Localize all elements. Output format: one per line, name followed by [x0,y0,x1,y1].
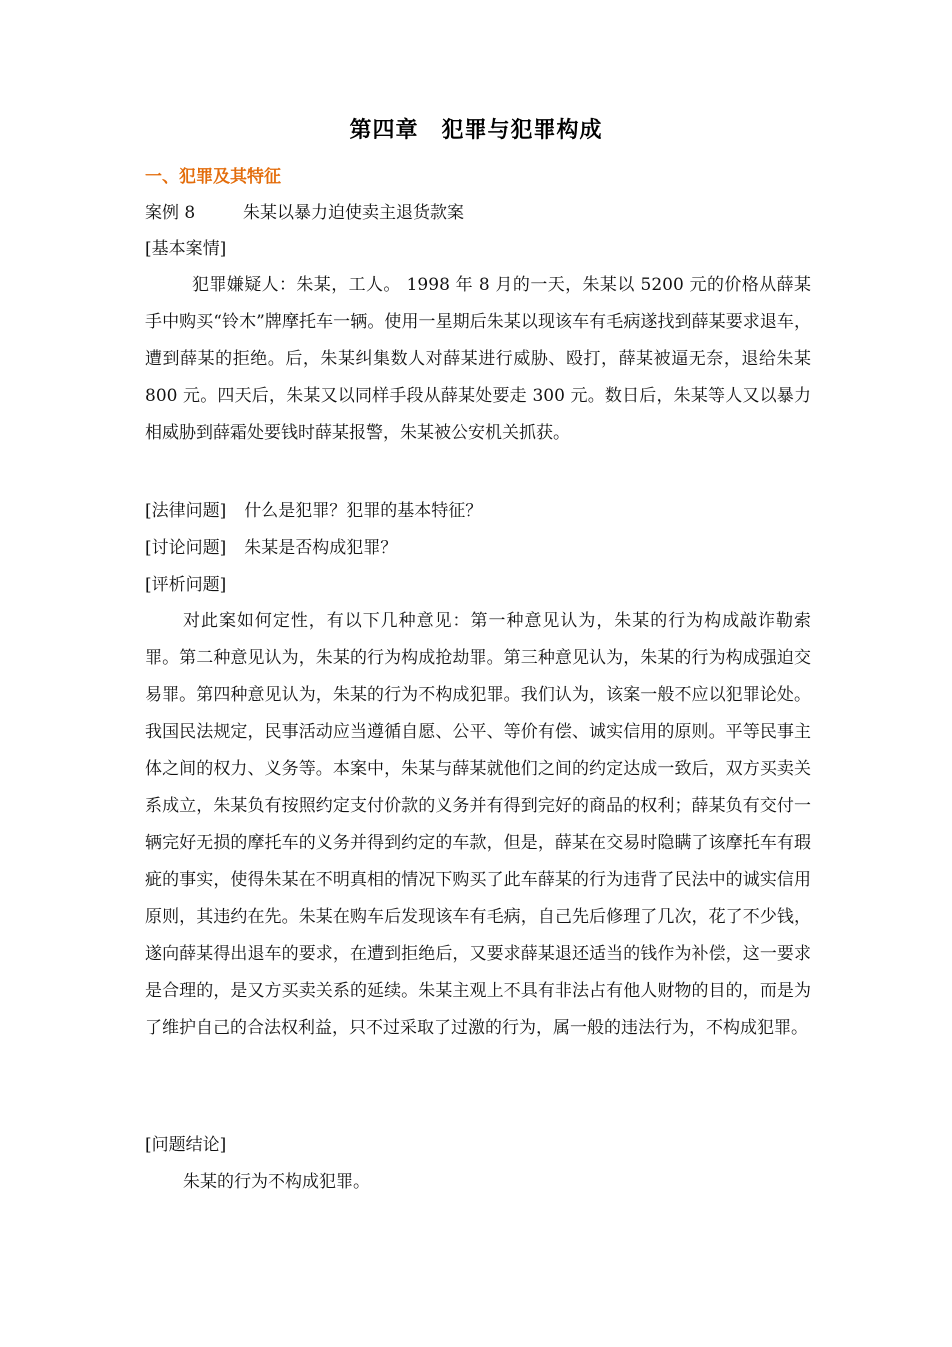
section-heading: 一、犯罪及其特征 [145,167,281,187]
legal-issue-text: 什么是犯罪？犯罪的基本特征？ [244,501,483,521]
legal-issue-row [145,499,482,523]
case-number: 案例 8 [145,203,196,223]
discussion-row [145,536,397,560]
chapter-title: 第四章 犯罪与犯罪构成 [349,117,603,143]
discussion-label: [讨论问题] [145,538,227,558]
discussion-text: 朱某是否构成犯罪？ [244,538,398,558]
basic-facts-text: 犯罪嫌疑人：朱某，工人。 1998 年 8 月的一天，朱某以 5200 元的价格从薛某手中购买“铃木”牌摩托车一辆。使用一星期后朱某以现该车有毛病遂找到薛某要求退车，遭到薛某的拒绝。后，朱某纠集数人对薛某进行威胁、殴打，薛某被逼无奈，退给朱某 800 元。四天后，朱某又以同样手段从薛某处要走 300 元。数日后，朱某等人又以暴力相威胁到薛霜处要钱时薛某报警，朱某被公安机关抓获。 [145,275,811,443]
case-heading [145,201,464,225]
legal-issue-label: [法律问题] [145,501,227,521]
conclusion-text: 朱某的行为不构成犯罪。 [183,1172,370,1192]
basic-facts-label: [基本案情] [145,239,227,259]
analysis-text: 对此案如何定性，有以下几种意见：第一种意见认为，朱某的行为构成敲诈勒索罪。第二种意见认为，朱某的行为构成抢劫罪。第三种意见认为，朱某的行为构成强迫交易罪。第四种意见认为，朱某的行为不构成犯罪。我们认为，该案一般不应以犯罪论处。我国民法规定，民事活动应当遵循自愿、公平、等价有偿、诚实信用的原则。平等民事主体之间的权力、义务等。本案中，朱某与薛某就他们之间的约定达成一致后，双方买卖关系成立，朱某负有按照约定支付价款的义务并有得到完好的商品的权利；薛某负有交付一辆完好无损的摩托车的义务并得到约定的车款，但是，薛某在交易时隐瞒了该摩托车有瑕疵的事实，使得朱某在不明真相的情况下购买了此车薛某的行为违背了民法中的诚实信用原则，其违约在先。朱某在购车后发现该车有毛病，自己先后修理了几次，花了不少钱，遂向薛某得出退车的要求，在遭到拒绝后，又要求薛某退还适当的钱作为补偿，这一要求是合理的，是又方买卖关系的延续。朱某主观上不具有非法占有他人财物的目的，而是为了维护自己的合法权利益，只不过采取了过激的行为，属一般的违法行为，不构成犯罪。 [145,611,811,1038]
analysis-label: [评析问题] [145,575,227,595]
conclusion-label: [问题结论] [145,1135,227,1155]
case-title: 朱某以暴力迫使卖主退货款案 [243,203,464,223]
